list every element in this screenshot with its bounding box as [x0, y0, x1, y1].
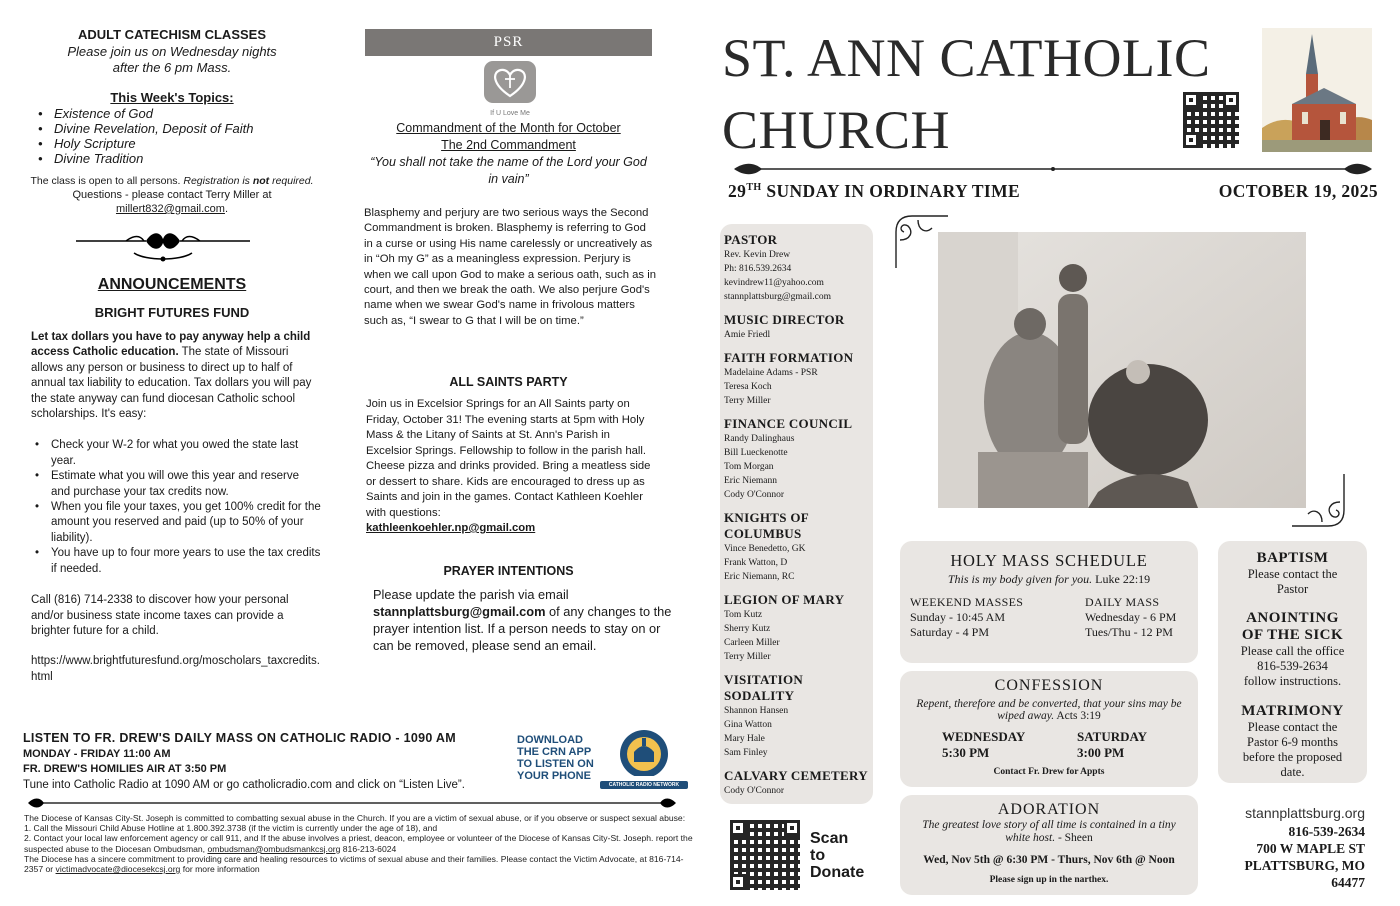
victim-advocate-email[interactable]: victimadvocate@diocesekcsj.org [55, 864, 181, 875]
sacraments-box [1218, 541, 1367, 783]
catechism-email-link[interactable]: millert832@gmail.com [115, 203, 225, 215]
confession-box [900, 671, 1198, 787]
psr-banner: PSR [365, 29, 652, 56]
radio-network-icon [600, 726, 688, 776]
radio-line-2: MONDAY - FRIDAY 11:00 AM [23, 748, 171, 760]
corner-ornament-bottom-right [1290, 470, 1350, 532]
adoration-quote: The greatest love story of all time is contained in a tiny white host. - Sheen [922, 819, 1176, 844]
staff-role-heading: LEGION OF MARY [724, 592, 845, 607]
weekend-masses: WEEKEND MASSES Sunday - 10:45 AM Saturday - 4 PM [910, 595, 1024, 639]
catechism-contact: Questions - please contact Terry Miller at [72, 189, 272, 201]
list-item: • Check your W-2 for what you owed the state last year. [31, 438, 321, 469]
staff-name: Bill Lueckenotte [724, 448, 788, 458]
weekend-heading: WEEKEND MASSES [910, 595, 1024, 609]
radio-line-3: FR. DREW'S HOMILIES AIR AT 3:50 PM [23, 763, 227, 775]
liturgical-day: 29TH SUNDAY IN ORDINARY TIME [728, 181, 1021, 201]
confession-heading: CONFESSION [994, 677, 1104, 694]
topics-heading: This Week's Topics: [110, 90, 234, 105]
catechism-subtitle-1: Please join us on Wednesday nights [67, 44, 277, 59]
staff-sidebar [720, 224, 873, 804]
staff-name: Madelaine Adams - PSR [724, 368, 818, 378]
staff-name: Shannon Hansen [724, 706, 789, 716]
confession-wed: WEDNESDAY 5:30 PM [942, 729, 1026, 760]
donate-qr-code[interactable] [730, 820, 800, 890]
phone: 816-539-2634 [1288, 824, 1365, 839]
bright-futures-body [31, 330, 321, 685]
adoration-note: Please sign up in the narthex. [989, 875, 1109, 885]
prayer-heading: PRAYER INTENTIONS [443, 564, 574, 578]
staff-name: Amie Friedl [724, 330, 771, 340]
staff-name: Sherry Kutz [724, 624, 771, 634]
psr-body: Blasphemy and perjury are two serious ways the Second Commandment is broken. Blasphemy is referring to God in a curse or using His name carelessly or uncreatively as in “Oh my G” as a meaningless expression. Perjury is when we call upon God to make a serious oath, such as in court, and then we break the oath. We also perjure God's name when we swear God's name in frivolous matters such as, “I swear to G that I will be on time.” [364, 207, 657, 327]
commandment-heading: Commandment of the Month for October [396, 121, 621, 135]
list-item: • You have up to four more years to use the tax credits if needed. [31, 546, 321, 577]
staff-role-heading: FINANCE COUNCIL [724, 416, 853, 431]
parish-contact [1210, 804, 1365, 891]
confession-note: Contact Fr. Drew for Appts [993, 767, 1105, 777]
matrimony-heading: MATRIMONY [1241, 703, 1344, 719]
daily-masses: DAILY MASS Wednesday - 6 PM Tues/Thu - 12 PM [1085, 595, 1177, 639]
safe-environment-notice: The Diocese of Kansas City-St. Joseph is committed to combatting sexual abuse in the Church. If you are a victim of sexual abuse, or if you observe or suspect sexual abuse: 1. Call the Missouri Child Abuse Hotline at 1.800.392.3738 (if the victim is currently under the age of 18), and 2. Contact your local law enforcement agency or call 911, and If the abuse involves a priest, deacon, employee or volunteer of the Diocese of Kansas City-St. Joseph. report the suspected abuse to the Diocesan Ombudsman, ombudsman@ombudsmankcsj.org 816-213-6024 The Diocese has a sincere commitment to providing care and healing resources to victims of sexual abuse and their families. Please contact the Victim Advocate, at 816-714-2357 or victimadvocate@diocesekcsj.org for more information [24, 813, 693, 875]
staff-name: Eric Niemann [724, 476, 778, 486]
staff-name: Mary Hale [724, 734, 765, 744]
commandment-name: The 2nd Commandment [441, 138, 576, 152]
staff-name: Rev. Kevin Drew [724, 250, 791, 260]
staff-role-heading: PASTOR [724, 232, 778, 247]
bulletin-date: OCTOBER 19, 2025 [1218, 181, 1378, 201]
staff-name: Cody O'Connor [724, 786, 785, 796]
corner-ornament-top-left [890, 210, 950, 272]
adoration-schedule: Wed, Nov 5th @ 6:30 PM - Thurs, Nov 6th @ Noon [923, 854, 1175, 866]
masthead-line-1: ST. ANN CATHOLIC [722, 28, 1211, 88]
staff-name: Frank Watton, D [724, 558, 788, 568]
staff-name: Teresa Koch [724, 382, 772, 392]
all-saints-heading: ALL SAINTS PARTY [449, 375, 568, 389]
mass-schedule-box [900, 541, 1198, 663]
street-address: 700 W MAPLE ST [1256, 841, 1365, 856]
daily-heading: DAILY MASS [1085, 595, 1160, 609]
masthead-divider [730, 160, 1376, 178]
website[interactable]: stannplattsburg.org [1245, 805, 1365, 821]
staff-name: Vince Benedetto, GK [724, 544, 806, 554]
all-saints-email[interactable]: kathleenkoehler.np@gmail.com [366, 522, 536, 534]
ornament-divider [76, 231, 250, 267]
radio-line-4: Tune into Catholic Radio at 1090 AM or go catholicradio.com and click on “Listen Live”. [23, 779, 465, 791]
bright-futures-call: Call (816) 714-2338 to discover how your personal and/or business state income taxes can provide a brighter future for a child. [31, 594, 289, 637]
staff-role-heading: VISITATION SODALITY [724, 672, 804, 703]
heart-cross-icon [482, 60, 538, 104]
announcements-heading: ANNOUNCEMENTS [97, 276, 247, 293]
adoration-box [900, 795, 1198, 895]
topic-item: • Divine Tradition [34, 151, 322, 166]
bright-futures-heading: BRIGHT FUTURES FUND [94, 305, 250, 320]
bright-futures-lead: Let tax dollars you have to pay anyway help a child access Catholic education. The state of Missouri allows any person or business to direct up to half of annual tax liability to education. Tax dollars you will pay the state anyway can fund diocesan Catholic school scholarships. It's easy: [31, 331, 312, 421]
list-item: • When you file your taxes, you get 100% credit for the amount you reserved and paid (up to 50% of your liability). [31, 500, 321, 546]
staff-role-heading: MUSIC DIRECTOR [724, 312, 845, 327]
staff-name: Terry Miller [724, 652, 771, 662]
church-illustration [1262, 28, 1372, 152]
topic-item: • Existence of God [34, 106, 322, 121]
topic-item: • Holy Scripture [34, 136, 322, 151]
staff-name: Tom Morgan [724, 462, 774, 472]
prayer-email[interactable]: stannplattsburg@gmail.com [373, 604, 546, 619]
matrimony-text: Please contact the Pastor 6-9 months before the proposed date. [1242, 720, 1343, 779]
staff-name: Terry Miller [724, 396, 771, 406]
staff-name: Carleen Miller [724, 638, 780, 648]
radio-logo-text: CATHOLIC RADIO NETWORK [600, 781, 688, 789]
topics-list [34, 106, 322, 166]
anointing-text: Please call the office 816-539-2634 follow instructions. [1240, 644, 1345, 688]
commandment-block [365, 120, 652, 188]
catechism-section [22, 26, 322, 216]
list-item: • Estimate what you will owe this year and reserve and purchase your tax credits now. [31, 469, 321, 500]
baptism-heading: BAPTISM [1256, 550, 1329, 566]
catechism-note: The class is open to all persons. Registration is not required. [30, 175, 314, 187]
donate-label: Scan to Donate [810, 830, 865, 881]
catechism-subtitle-2: after the 6 pm Mass. [112, 60, 232, 75]
crn-app-text[interactable]: DOWNLOAD THE CRN APP TO LISTEN ON YOUR PHONE [517, 734, 594, 782]
zip-code: 64477 [1331, 875, 1365, 890]
city-state: PLATTSBURG, MO [1244, 858, 1365, 873]
catholic-radio-logo [600, 726, 688, 786]
qr-code[interactable] [1183, 92, 1239, 148]
psr-logo-text: If U Love Me [490, 110, 530, 117]
masthead-line-2: CHURCH [722, 100, 951, 160]
prayer-body: Please update the parish via email stannplattsburg@gmail.com of any changes to the prayer intention list. If a person needs to stay on or can be removed, please send an email. [373, 587, 672, 653]
radio-section [23, 730, 513, 794]
ombudsman-email[interactable]: ombudsman@ombudsmankcsj.org [207, 843, 341, 854]
psr-logo [482, 60, 538, 116]
anointing-heading: ANOINTING OF THE SICK [1241, 610, 1344, 643]
topic-item: • Divine Revelation, Deposit of Faith [34, 121, 322, 136]
adoration-heading: ADORATION [997, 801, 1101, 818]
confession-quote: Repent, therefore and be converted, that your sins may be wiped away. Acts 3:19 [916, 698, 1182, 722]
staff-role-heading: FAITH FORMATION [724, 350, 854, 365]
staff-name: Tom Kutz [724, 610, 763, 620]
mass-quote: This is my body given for you. Luke 22:19 [947, 572, 1151, 586]
staff-name: Gina Watton [724, 720, 772, 730]
staff-name: Randy Dalinghaus [724, 434, 795, 444]
catechism-email-line: millert832@gmail.com. [115, 203, 229, 215]
bright-futures-url[interactable]: https://www.brightfuturesfund.org/moscholars_taxcredits.html [31, 655, 320, 683]
scripture-painting [938, 232, 1306, 508]
footer-divider [22, 796, 682, 810]
staff-name: Cody O'Connor [724, 490, 785, 500]
staff-name: Ph: 816.539.2634 [724, 264, 792, 274]
all-saints-body: Join us in Excelsior Springs for an All Saints party on Friday, October 31! The evening starts at 5pm with Holy Mass & the Litany of Saints at St. Ann's Parish in Excelsior Springs. Fellowship to follow in the parish hall. Cheese pizza and drinks provided. Bring a meatless side or dessert to share. Kids are encouraged to dress up as Saints and join in the games. Contact Kathleen Koehler with questions: kathleenkoehler.np@gmail.com [366, 397, 658, 537]
staff-name: Sam Finley [724, 748, 768, 758]
staff-role-heading: KNIGHTS OF COLUMBUS [724, 510, 809, 541]
baptism-text: Please contact the Pastor [1247, 567, 1338, 596]
masthead-title [722, 22, 1211, 166]
staff-name: Eric Niemann, RC [724, 572, 795, 582]
commandment-quote: “You shall not take the name of the Lord your God in vain” [370, 155, 647, 186]
confession-sat: SATURDAY 3:00 PM [1077, 729, 1148, 760]
staff-role-heading: CALVARY CEMETERY [724, 768, 868, 783]
mass-heading: HOLY MASS SCHEDULE [950, 551, 1148, 570]
staff-name: kevindrew11@yahoo.com [724, 278, 824, 288]
staff-name: stannplattsburg@gmail.com [724, 292, 831, 302]
bright-futures-list [31, 438, 321, 577]
radio-line-1: LISTEN TO FR. DREW'S DAILY MASS ON CATHOLIC RADIO - 1090 AM [23, 731, 456, 745]
catechism-title: ADULT CATECHISM CLASSES [77, 27, 267, 42]
